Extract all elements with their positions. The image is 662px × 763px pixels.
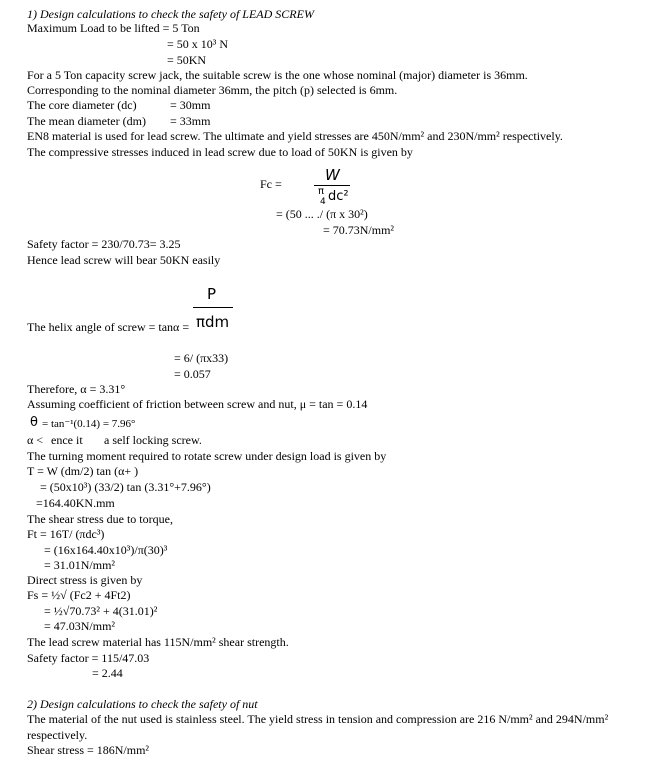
- ft-calculation: = (16x164.40x10³)/π(30)³: [44, 543, 168, 557]
- section-1-heading: 1) Design calculations to check the safety of LEAD SCREW: [27, 7, 314, 21]
- fc-calculation: = (50 ... ./ (π x 30²): [276, 207, 368, 221]
- fc-denominator-4: 4: [320, 197, 326, 207]
- self-lock-a: α <: [27, 433, 44, 447]
- paragraph-compressive: The compressive stresses induced in lead screw due to load of 50KN is given by: [27, 145, 413, 159]
- torque-calculation: = (50x10³) (33/2) tan (3.31°+7.96°): [40, 480, 211, 494]
- safety-factor-2: Safety factor = 115/47.03: [27, 651, 150, 665]
- core-diameter-value: = 30mm: [170, 98, 211, 112]
- ft-equation: Ft = 16T/ (πdc³): [27, 527, 105, 541]
- self-lock-b: ence it: [51, 433, 83, 447]
- torque-equation: T = W (dm/2) tan (α+ ): [27, 464, 139, 478]
- self-lock-c: a self locking screw.: [104, 433, 202, 447]
- helix-denominator: πdm: [196, 313, 230, 331]
- ft-value: = 31.01N/mm²: [44, 558, 116, 572]
- helix-calc-1: = 6/ (πx33): [174, 351, 229, 365]
- shear-intro: The shear stress due to torque,: [27, 512, 173, 526]
- paragraph-pitch: Corresponding to the nominal diameter 36mm, the pitch (p) selected is 6mm.: [27, 83, 398, 97]
- mean-diameter-label: The mean diameter (dm): [27, 114, 146, 128]
- fs-equation: Fs = ½√ (Fc2 + 4Ft2): [27, 588, 131, 602]
- theta-symbol: θ: [30, 415, 38, 430]
- section-2-heading: 2) Design calculations to check the safety of nut: [27, 697, 258, 711]
- helix-fraction-bar: [193, 307, 233, 308]
- theta-value: = tan⁻¹(0.14) = 7.96°: [42, 418, 136, 430]
- fs-calculation: = ½√70.73² + 4(31.01)²: [44, 604, 158, 618]
- mean-diameter-value: = 33mm: [170, 114, 211, 128]
- nut-material-paragraph-2: respectively.: [27, 728, 88, 742]
- torque-value: =164.40KN.mm: [36, 496, 115, 510]
- load-line-2: = 50 x 10³ N: [167, 37, 229, 51]
- shear-strength: The lead screw material has 115N/mm² shear strength.: [27, 635, 289, 649]
- core-diameter-label: The core diameter (dc): [27, 98, 137, 112]
- direct-stress-intro: Direct stress is given by: [27, 573, 143, 587]
- safety-factor-1: Safety factor = 230/70.73= 3.25: [27, 237, 181, 251]
- fc-result: = 70.73N/mm²: [323, 223, 395, 237]
- fc-numerator: W: [325, 166, 340, 184]
- safety-conclusion: Hence lead screw will bear 50KN easily: [27, 253, 221, 267]
- safety-factor-2-value: = 2.44: [92, 666, 123, 680]
- paragraph-en8: EN8 material is used for lead screw. The ultimate and yield stresses are 450N/mm² and 230N/mm² respectively.: [27, 129, 563, 143]
- helix-numerator: P: [207, 285, 217, 303]
- nut-shear-stress: Shear stress = 186N/mm²: [27, 743, 150, 757]
- helix-calc-2: = 0.057: [174, 367, 211, 381]
- nut-material-paragraph: The material of the nut used is stainless steel. The yield stress in tension and compression are 216 N/mm² and 294N/mm²: [27, 712, 609, 726]
- helix-label: The helix angle of screw = tanα =: [27, 320, 190, 334]
- fs-value: = 47.03N/mm²: [44, 619, 116, 633]
- load-line-3: = 50KN: [167, 53, 207, 67]
- alpha-result: Therefore, α = 3.31°: [27, 382, 126, 396]
- fc-label: Fc =: [260, 177, 282, 191]
- friction-assumption: Assuming coefficient of friction between screw and nut, μ = tan = 0.14: [27, 397, 368, 411]
- fc-denominator-d: dc²: [328, 189, 349, 204]
- fc-denominator-pi: π: [318, 186, 325, 197]
- max-load-line: Maximum Load to be lifted = 5 Ton: [27, 21, 200, 35]
- torque-intro: The turning moment required to rotate screw under design load is given by: [27, 449, 387, 463]
- paragraph-screw-size: For a 5 Ton capacity screw jack, the suitable screw is the one whose nominal (major) diameter is 36mm.: [27, 68, 528, 82]
